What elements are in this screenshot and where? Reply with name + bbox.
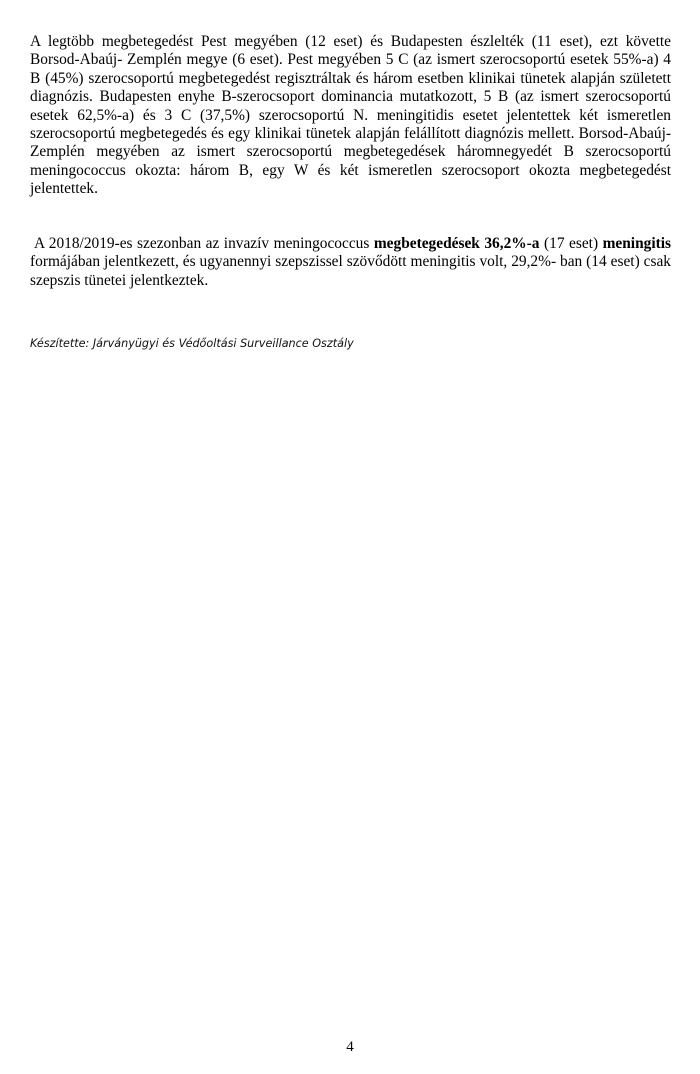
paragraph-text: A 2018/2019-es szezonban az invazív meningococcus	[34, 235, 374, 252]
body-paragraph-season-summary	[30, 235, 671, 290]
paragraph-text: (17 eset)	[539, 235, 603, 252]
author-credit: Készítette: Járványügyi és Védőoltási Surveillance Osztály	[30, 337, 354, 350]
body-paragraph-regional-cases: A legtöbb megbetegedést Pest megyében (12 eset) és Budapesten észlelték (11 eset), ezt követte Borsod-Abaúj- Zemplén megye (6 eset). Pest megyében 5 C (az ismert szerocsoportú esetek 55%-a) 4 B (45%) szerocsoportú megbetegedést regisztráltak és három esetben klinikai tünetek alapján született diagnózis. Budapesten enyhe B-szerocsoport dominancia mutatkozott, 5 B (az ismert szerocsoportú esetek 62,5%-a) és 3 C (37,5%) szerocsoportú N. meningitidis esetet jelentettek két ismeretlen szerocsoportú megbetegedés és egy klinikai tünetek alapján felállított diagnózis mellett. Borsod-Abaúj-Zemplén megyében az ismert szerocsoportú megbetegedések háromnegyedét B szerocsoportú meningococcus okozta: három B, egy W és két ismeretlen szerocsoport okozta megbetegedést jelentettek.	[30, 33, 671, 198]
paragraph-text: formájában jelentkezett, és ugyanennyi szepszissel szövődött meningitis volt, 29,2%- ban (14 eset) csak szepszis tünetei jelentkeztek.	[30, 253, 671, 289]
bold-highlight-percentage: megbetegedések 36,2%-a	[373, 235, 540, 252]
bold-highlight-meningitis: meningitis	[602, 235, 671, 252]
page-number: 4	[346, 1039, 354, 1055]
